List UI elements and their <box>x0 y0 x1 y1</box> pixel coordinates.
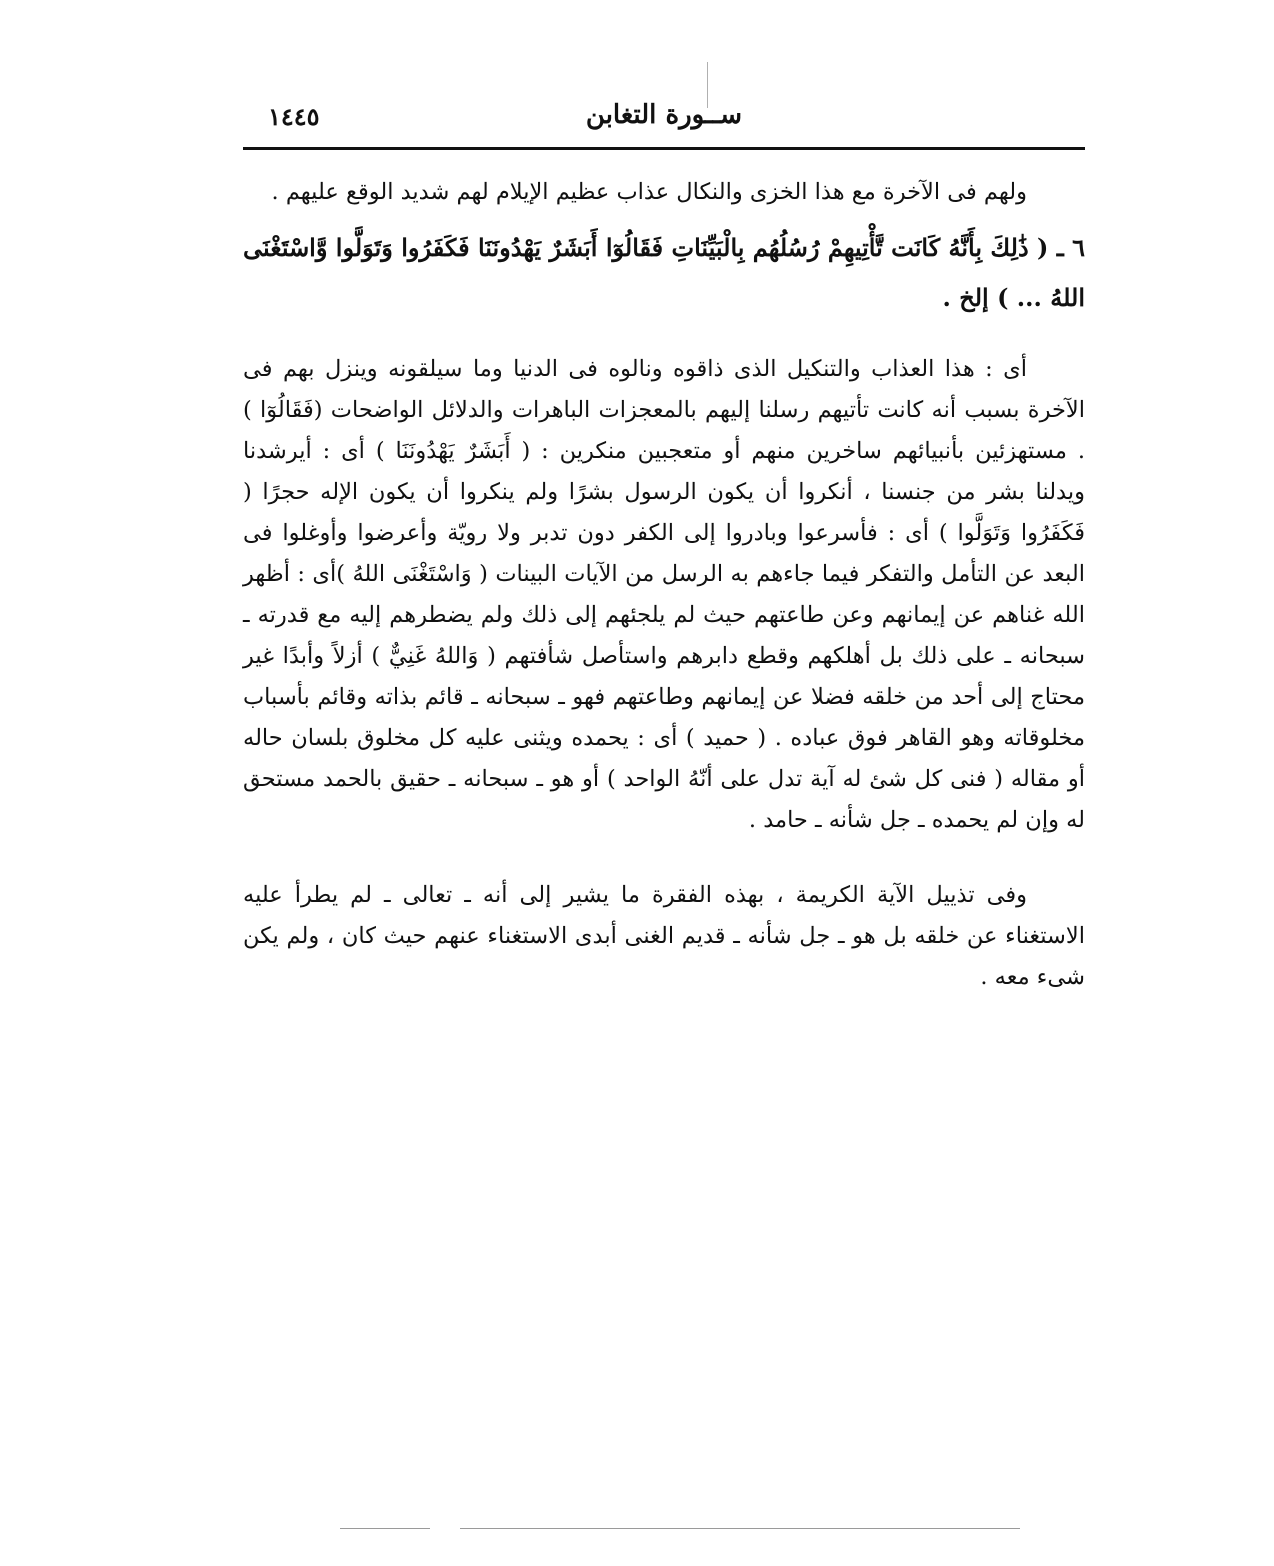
scan-artifact-line <box>340 1528 430 1529</box>
commentary-paragraph: أى : هذا العذاب والتنكيل الذى ذاقوه ونالوه فى الدنيا وما سيلقونه وينزل بهم فى الآخرة بسبب أنه كانت تأتيهم رسلنا إليهم بالمعجزات الباهرات والدلائل الواضحات (فَقَالُوٓا ) . مستهزئين بأنبيائهم ساخرين منهم أو متعجبين منكرين : ( أَبَشَرٌ يَهْدُونَنَا ) أى : أيرشدنا ويدلنا بشر من جنسنا ، أنكروا أن يكون الرسول بشرًا ولم ينكروا أن يكون الإله حجرًا ( فَكَفَرُوا وَتَوَلَّوا ) أى : فأسرعوا وبادروا إلى الكفر دون تدبر ولا رويّة وأعرضوا وأوغلوا فى البعد عن التأمل والتفكر فيما جاءهم به الرسل من الآيات البينات ( وَاسْتَغْنَى اللهُ )أى : أظهر الله غناهم عن إيمانهم وعن طاعتهم حيث لم يلجئهم إلى ذلك ولم يضطرهم إليه مع قدرته ـ سبحانه ـ على ذلك بل أهلكهم وقطع دابرهم واستأصل شأفتهم ( وَاللهُ غَنِيٌّ ) أزلاً وأبدًا غير محتاج إلى أحد من خلقه فضلا عن إيمانهم وطاعتهم فهو ـ سبحانه ـ قائم بذاته وقائم بأسباب مخلوقاته وهو القاهر فوق عباده . ( حميد ) أى : يحمده ويثنى عليه كل مخلوق بلسان حاله أو مقاله ( فنى كل شئ له آية تدل على أنّهُ الواحد ) أو هو ـ سبحانه ـ حقيق بالحمد مستحق له وإن لم يحمده ـ جل شأنه ـ حامد . <box>243 356 1085 833</box>
verse-paragraph: ٦ ـ ( ذَٰلِكَ بِأَنَّهُ كَانَت تَّأْتِيهِمْ رُسُلُهُم بِالْبَيِّنَاتِ فَقَالُوٓا أَبَشَرٌ يَهْدُونَنَا فَكَفَرُوا وَتَوَلَّوا وَّاسْتَغْنَى اللهُ ... ) إلخ . <box>243 233 1085 312</box>
scan-artifact-line <box>460 1528 1020 1529</box>
surah-title: ســورة التغابن <box>585 100 743 130</box>
header-divider <box>243 147 1085 150</box>
scan-artifact-mark <box>707 62 708 108</box>
intro-paragraph: ولهم فى الآخرة مع هذا الخزى والنكال عذاب عظيم الإيلام لهم شديد الوقع عليهم . <box>271 179 1027 205</box>
closing-paragraph: وفى تذييل الآية الكريمة ، بهذه الفقرة ما يشير إلى أنه ـ تعالى ـ لم يطرأ عليه الاستغناء عن خلقه بل هو ـ جل شأنه ـ قديم الغنى أبدى الاستغناء عنهم حيث كان ، ولم يكن شىء معه . <box>243 882 1085 990</box>
page-number: ١٤٤٥ <box>268 102 320 131</box>
page-header <box>243 96 1085 140</box>
page-body <box>243 172 1085 998</box>
